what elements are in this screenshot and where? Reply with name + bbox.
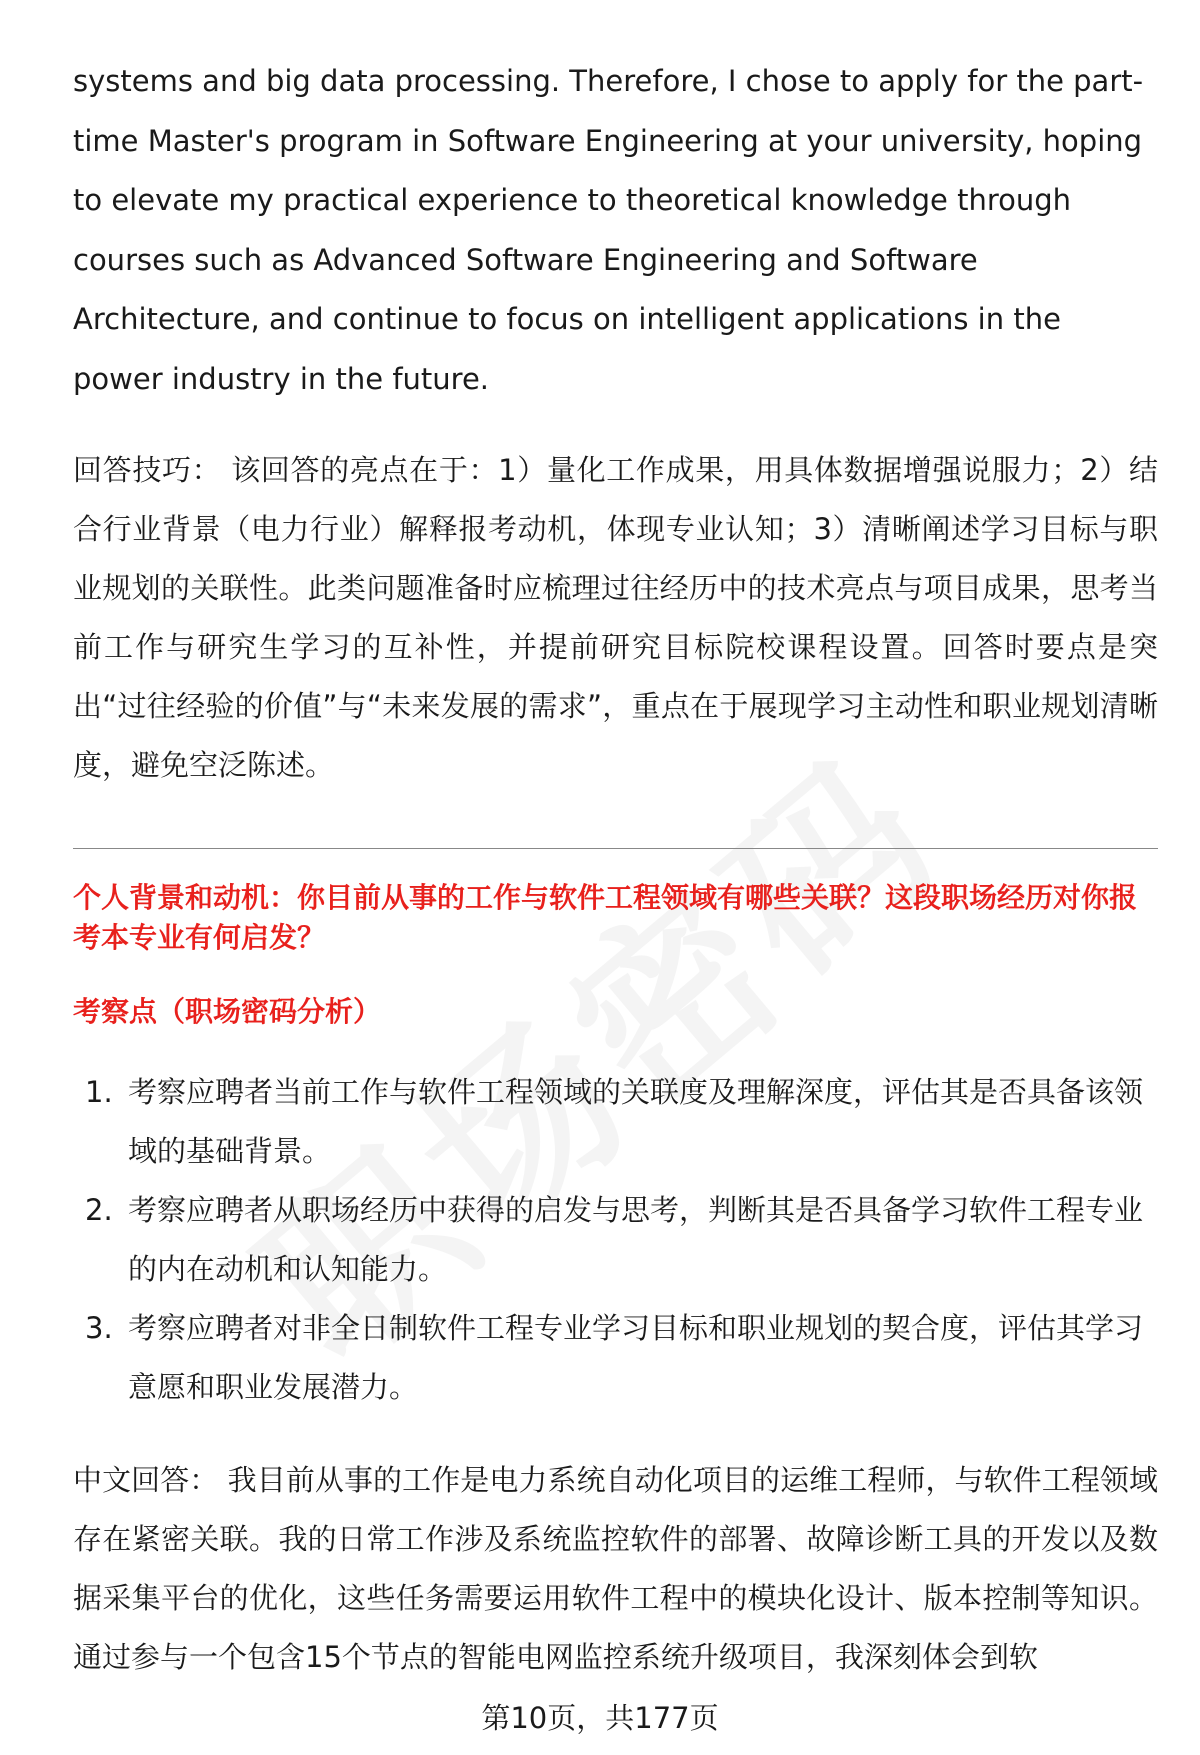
- english-paragraph: systems and big data processing. Therefore, I chose to apply for the part-time Master's program in Software Engineering at your university, hoping to elevate my practical experience to theoretical knowledge through courses such as Advanced Software Engineering and Software Architecture, and continue to focus on intelligent applications in the power industry in the future.: [73, 64, 1144, 396]
- list-item-number: 2.: [85, 1193, 113, 1227]
- list-item-number: 3.: [85, 1311, 113, 1345]
- list-item-text: 考察应聘者对非全日制软件工程专业学习目标和职业规划的契合度，评估其学习意愿和职业发展潜力。: [128, 1311, 1144, 1404]
- chinese-answer-paragraph: 中文回答： 我目前从事的工作是电力系统自动化项目的运维工程师，与软件工程领域存在紧密关联。我的日常工作涉及系统监控软件的部署、故障诊断工具的开发以及数据采集平台的优化，这些任务需要运用软件工程中的模块化设计、版本控制等知识。通过参与一个包含15个节点的智能电网监控系统升级项目，我深刻体会到软: [73, 1463, 1158, 1674]
- list-item-text: 考察应聘者从职场经历中获得的启发与思考，判断其是否具备学习软件工程专业的内在动机和认知能力。: [128, 1193, 1144, 1286]
- question-heading: 个人背景和动机：你目前从事的工作与软件工程领域有哪些关联？这段职场经历对你报考本专业有何启发？: [73, 881, 1138, 954]
- list-item: [73, 1299, 1158, 1417]
- assessment-heading: 考察点（职场密码分析）: [73, 995, 382, 1028]
- answer-tips-paragraph: 回答技巧： 该回答的亮点在于：1）量化工作成果，用具体数据增强说服力；2）结合行业背景（电力行业）解释报考动机，体现专业认知；3）清晰阐述学习目标与职业规划的关联性。此类问题准备时应梳理过往经历中的技术亮点与项目成果，思考当前工作与研究生学习的互补性，并提前研究目标院校课程设置。回答时要点是突出“过往经验的价值”与“未来发展的需求”，重点在于展现学习主动性和职业规划清晰度，避免空泛陈述。: [73, 453, 1158, 782]
- list-item-number: 1.: [85, 1075, 113, 1109]
- section-divider: [73, 848, 1158, 849]
- list-item: [73, 1063, 1158, 1181]
- assessment-list: [73, 1063, 1158, 1417]
- list-item: [73, 1181, 1158, 1299]
- list-item-text: 考察应聘者当前工作与软件工程领域的关联度及理解深度，评估其是否具备该领域的基础背景。: [128, 1075, 1144, 1168]
- page-footer: 第10页，共177页: [481, 1701, 719, 1735]
